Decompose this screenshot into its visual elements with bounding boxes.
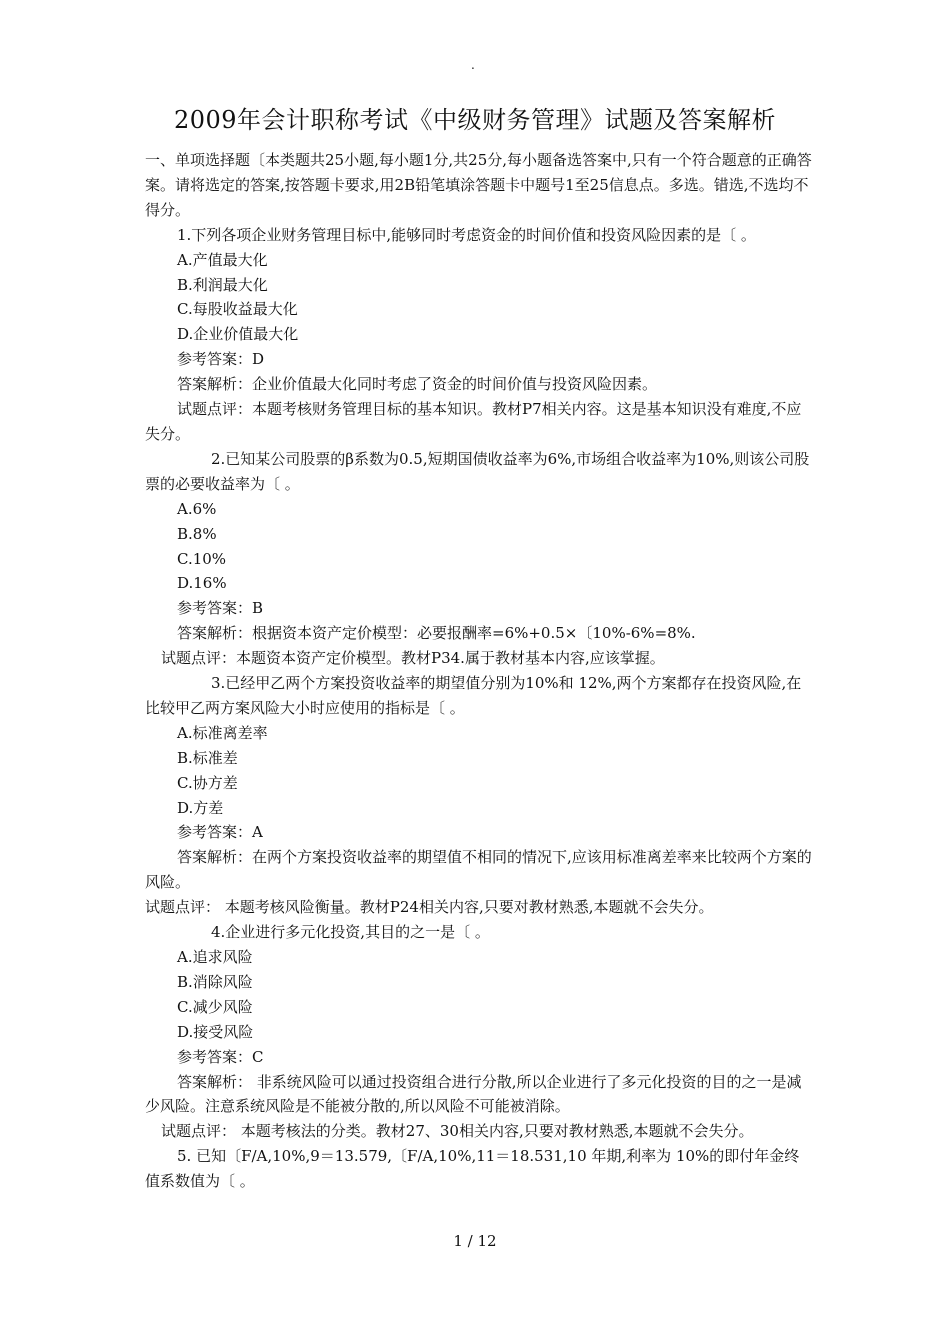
option-d: D.16% <box>177 574 227 593</box>
option-c: C.协方差 <box>177 773 238 792</box>
answer-analysis: 答案解析：企业价值最大化同时考虑了资金的时间价值与投资风险因素。 <box>177 375 658 394</box>
reference-answer: 参考答案：A <box>177 823 263 842</box>
option-d: D.方差 <box>177 798 224 817</box>
option-c: C.10% <box>177 549 227 568</box>
section-intro: 一、单项选择题〔本类题共25小题,每小题1分,共25分,每小题备选答案中,只有一个符合题意的正确答案。请将选定的答案,按答题卡要求,用2B铅笔填涂答题卡中题号1至25信息点。多选。错选,不选均不得分。 <box>145 151 812 219</box>
answer-analysis: 答案解析： 非系统风险可以通过投资组合进行分散,所以企业进行了多元化投资的目的之一是减少风险。注意系统风险是不能被分散的,所以风险不可能被消除。 <box>145 1072 802 1116</box>
option-d: D.企业价值最大化 <box>177 325 299 344</box>
question-stem: 2.已知某公司股票的β系数为0.5,短期国债收益率为6%,市场组合收益率为10%,则该公司股票的必要收益率为〔 。 <box>145 449 810 493</box>
option-b: B.标准差 <box>177 748 238 767</box>
option-a: A.追求风险 <box>177 948 253 966</box>
question-comment: 试题点评： 本题考核法的分类。教材27、30相关内容,只要对教材熟悉,本题就不会失分。 <box>161 1122 754 1141</box>
option-c: C.每股收益最大化 <box>177 300 298 319</box>
page-title: 2009年会计职称考试《中级财务管理》试题及答案解析 <box>173 106 777 134</box>
question-stem: 1.下列各项企业财务管理目标中,能够同时考虑资金的时间价值和投资风险因素的是〔 。 <box>177 225 756 244</box>
question-stem: 4.企业进行多元化投资,其目的之一是〔 。 <box>211 923 490 942</box>
question-comment: 试题点评：本题考核财务管理目标的基本知识。教材P7相关内容。这是基本知识没有难度,不应失分。 <box>145 400 802 443</box>
option-a: A.标准离差率 <box>177 723 268 742</box>
option-a: A.产值最大化 <box>177 250 268 269</box>
reference-answer: 参考答案：D <box>177 350 265 369</box>
answer-analysis: 答案解析：在两个方案投资收益率的期望值不相同的情况下,应该用标准离差率来比较两个方案的风险。 <box>145 848 812 892</box>
answer-analysis: 答案解析：根据资本资产定价模型：必要报酬率=6%+0.5×〔10%-6%=8%. <box>177 624 696 643</box>
question-stem: 5. 已知〔F/A,10%,9＝13.579,〔F/A,10%,11＝18.531,10 年期,利率为 10%的即付年金终值系数值为〔 。 <box>145 1147 800 1191</box>
document-body <box>145 148 813 1194</box>
question-comment: 试题点评： 本题考核风险衡量。教材P24相关内容,只要对教材熟悉,本题就不会失分。 <box>145 898 714 917</box>
reference-answer: 参考答案：B <box>177 599 264 618</box>
option-c: C.减少风险 <box>177 997 253 1016</box>
option-b: B.利润最大化 <box>177 275 268 294</box>
page-number: 1 / 12 <box>453 1232 497 1250</box>
reference-answer: 参考答案：C <box>177 1047 264 1066</box>
header-dot: . <box>471 58 475 72</box>
option-a: A.6% <box>177 499 217 518</box>
option-d: D.接受风险 <box>177 1022 254 1041</box>
option-b: B.消除风险 <box>177 972 253 991</box>
option-b: B.8% <box>177 524 217 543</box>
question-stem: 3.已经甲乙两个方案投资收益率的期望值分别为10%和 12%,两个方案都存在投资风险,在比较甲乙两方案风险大小时应使用的指标是〔 。 <box>145 674 802 717</box>
question-comment: 试题点评：本题资本资产定价模型。教材P34.属于教材基本内容,应该掌握。 <box>161 649 665 668</box>
